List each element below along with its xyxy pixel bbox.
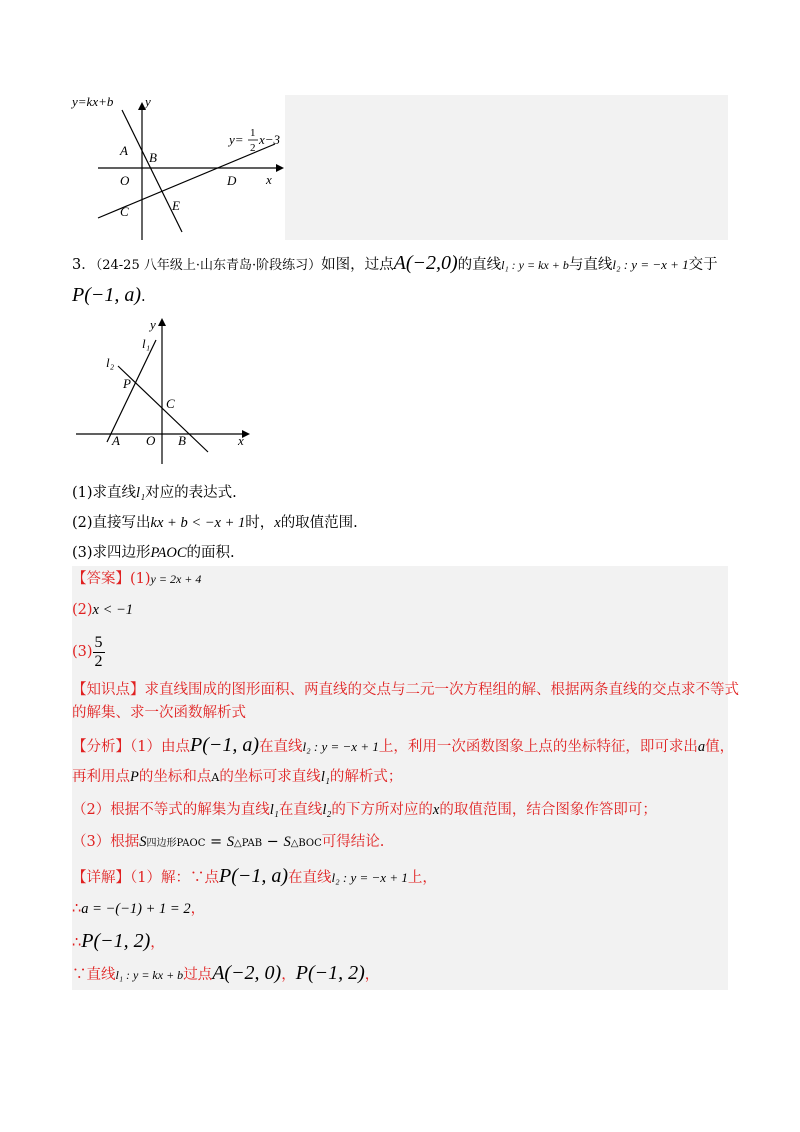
- detail-1-a: （1）解：∵点: [130, 870, 219, 886]
- question-period: .: [141, 289, 146, 305]
- analysis-2-P: P: [130, 769, 139, 785]
- analysis-4-formula: [139, 834, 322, 850]
- detail-1-l2: l₂ : y = −x + 1: [331, 870, 408, 885]
- knowledge-line-2: [72, 703, 246, 723]
- analysis-2-d: 的解析式；: [329, 769, 403, 785]
- analysis-1-b: 在直线: [259, 739, 303, 755]
- part-3-b: 的面积.: [186, 545, 235, 561]
- figure1: [70, 92, 290, 242]
- part-2-b: 时，: [245, 515, 275, 531]
- detail-2-b: ，: [190, 901, 206, 917]
- detail-4-P: P(−1, 2): [295, 962, 365, 984]
- question-line-2: [72, 285, 146, 307]
- analysis-4-S1: S: [139, 834, 147, 850]
- analysis-4-minus: −: [262, 834, 284, 850]
- analysis-1-l2: l₂ : y = −x + 1: [302, 739, 379, 754]
- part-1-b: 对应的表达式.: [145, 485, 237, 501]
- question-text-c: 与直线: [568, 257, 613, 273]
- answer-tag: 【答案】: [72, 571, 130, 587]
- knowledge-text-2: 的解集、求一次函数解析式: [72, 705, 246, 721]
- answer-line-3: [72, 632, 105, 672]
- answer-2-label: (2): [72, 602, 93, 618]
- answer-3-fraction: [93, 634, 105, 671]
- analysis-1-c: 上，利用一次函数图象上点的坐标特征，即可求出: [378, 739, 698, 755]
- knowledge-text-1: 求直线围成的图形面积、两直线的交点与二元一次方程组的解、根据两条直线的交点求不等式: [144, 682, 739, 698]
- figure2-y-arrow: [158, 318, 166, 326]
- detail-line-3: [72, 931, 165, 953]
- detail-4-l1: l₁ : y = kx + b: [115, 968, 184, 982]
- question-point-P: P(−1, a): [72, 284, 142, 306]
- figure2-line-l2: [118, 366, 208, 452]
- figure1-grey-panel: [285, 95, 728, 240]
- analysis-3-x: x: [432, 802, 440, 818]
- analysis-1-d: 值，: [705, 739, 735, 755]
- figure2-label-y: y: [150, 317, 156, 332]
- figure2-label-B: B: [178, 433, 186, 448]
- question-source: （24-25 八年级上·山东青岛·阶段练习）: [95, 258, 322, 273]
- analysis-4-eq: =: [205, 834, 227, 850]
- part-1-a: (1)求直线: [72, 485, 137, 501]
- analysis-4-b: 可得结论.: [321, 834, 385, 850]
- analysis-4-S2: S: [226, 834, 234, 850]
- question-l2-expr: l₂ : y = −x + 1: [612, 257, 689, 272]
- detail-1-c: 上，: [407, 870, 437, 886]
- analysis-line-3: [72, 800, 657, 820]
- analysis-4-S3-sub: △BOC: [290, 838, 322, 849]
- analysis-1-a-var: a: [697, 739, 706, 755]
- figure2-label-O: O: [146, 433, 156, 448]
- part-2-ineq: kx + b < −x + 1: [150, 515, 246, 531]
- analysis-1-P: P(−1, a): [189, 734, 260, 756]
- figure1-point-D: D: [227, 173, 237, 188]
- answer-2-value: x < −1: [92, 602, 134, 618]
- detail-line-4: [72, 963, 379, 985]
- answer-1-label: (1): [130, 571, 151, 587]
- analysis-3-l2: l₂: [322, 802, 332, 818]
- part-1: [72, 483, 237, 503]
- analysis-3-d: 的取值范围，结合图象作答即可；: [439, 802, 657, 818]
- question-l1-expr: l₁ : y = kx + b: [501, 258, 569, 272]
- part-3-a: (3)求四边形: [72, 545, 151, 561]
- detail-line-1: [72, 866, 437, 888]
- detail-4-b: 过点: [183, 967, 213, 983]
- detail-2-a: ∴: [72, 901, 82, 917]
- knowledge-line-1: [72, 680, 739, 700]
- figure1-point-A: A: [120, 143, 128, 158]
- question-line-1: [72, 253, 718, 276]
- detail-1-b: 在直线: [288, 870, 332, 886]
- answer-3-numerator: 5: [94, 633, 103, 651]
- detail-4-c: ，: [281, 967, 296, 983]
- detail-4-d: ，: [364, 967, 380, 983]
- part-1-l1: l₁: [136, 485, 146, 501]
- analysis-4-S2-sub: △PAB: [234, 838, 263, 849]
- detail-4-A: A(−2, 0): [212, 962, 282, 984]
- detail-3-b: ，: [150, 935, 165, 951]
- answer-3-label: (3): [72, 644, 93, 660]
- figure1-label-line2-suffix: x−3: [259, 132, 281, 147]
- analysis-2-a: 再利用点: [72, 769, 130, 785]
- analysis-2-l1: l₁: [320, 769, 330, 785]
- analysis-2-A: A: [211, 771, 220, 784]
- answer-1-value: y = 2x + 4: [150, 572, 202, 586]
- analysis-1-a: （1）由点: [130, 739, 190, 755]
- figure1-label-line2-den: 2: [250, 142, 256, 154]
- question-text-b: 的直线: [457, 257, 502, 273]
- figure1-label-x: x: [266, 172, 272, 187]
- figure1-x-arrow: [276, 164, 284, 172]
- analysis-4-a: （3）根据: [72, 834, 140, 850]
- part-2: [72, 513, 358, 533]
- figure1-point-B: B: [149, 150, 157, 165]
- analysis-2-b: 的坐标和点: [138, 769, 212, 785]
- detail-3-expr: P(−1, 2): [81, 930, 151, 952]
- analysis-3-l1: l₁: [269, 802, 279, 818]
- analysis-line-1: [72, 735, 734, 757]
- figure1-point-E: E: [172, 198, 180, 213]
- figure2-label-x: x: [238, 433, 244, 448]
- figure2-label-P: P: [123, 376, 131, 391]
- part-2-c: 的取值范围.: [280, 515, 358, 531]
- question-point-A: A(−2,0): [393, 252, 458, 274]
- analysis-2-c: 的坐标可求直线: [219, 769, 321, 785]
- analysis-3-b: 在直线: [278, 802, 323, 818]
- figure2: [70, 312, 260, 472]
- figure1-point-C: C: [120, 204, 129, 219]
- figure1-label-kxb: y=kx+b: [72, 94, 114, 109]
- question-number: 3．: [72, 257, 96, 273]
- analysis-line-4: [72, 832, 384, 854]
- knowledge-tag: 【知识点】: [72, 682, 145, 698]
- part-3: [72, 543, 235, 563]
- detail-3-a: ∴: [72, 935, 82, 951]
- figure1-point-O: O: [120, 173, 130, 188]
- part-2-a: (2)直接写出: [72, 515, 151, 531]
- analysis-line-2: [72, 767, 402, 788]
- figure2-label-A: A: [112, 433, 120, 448]
- answer-line-2: [72, 600, 133, 620]
- figure2-label-l1: l₁: [142, 336, 151, 351]
- figure1-label-line2-prefix: y=: [229, 132, 244, 147]
- detail-tag: 【详解】: [72, 870, 130, 886]
- analysis-tag: 【分析】: [72, 739, 130, 755]
- part-2-x: x: [274, 515, 281, 531]
- analysis-4-S1-sub: 四边形PAOC: [146, 838, 206, 849]
- analysis-3-a: （2）根据不等式的解集为直线: [72, 802, 270, 818]
- answer-3-denominator: 2: [94, 652, 103, 670]
- answer-line-1: [72, 569, 201, 589]
- detail-2-expr: a = −(−1) + 1 = 2: [81, 901, 191, 917]
- question-text-d: 交于: [688, 257, 718, 273]
- figure1-line-kxb: [122, 110, 182, 232]
- detail-line-2: [72, 899, 205, 919]
- figure2-label-l2: l₂: [106, 355, 115, 370]
- question-text-a: 如图，过点: [321, 257, 394, 273]
- detail-1-P: P(−1, a): [218, 865, 289, 887]
- figure2-line-l1: [107, 340, 156, 442]
- part-3-quad: PAOC: [150, 545, 187, 561]
- figure2-label-C: C: [166, 396, 175, 411]
- analysis-4-S3: S: [283, 834, 291, 850]
- figure1-label-y: y: [145, 94, 151, 109]
- analysis-3-c: 的下方所对应的: [331, 802, 433, 818]
- figure1-label-line2-num: 1: [250, 127, 256, 139]
- detail-4-a: ∵直线: [72, 967, 116, 983]
